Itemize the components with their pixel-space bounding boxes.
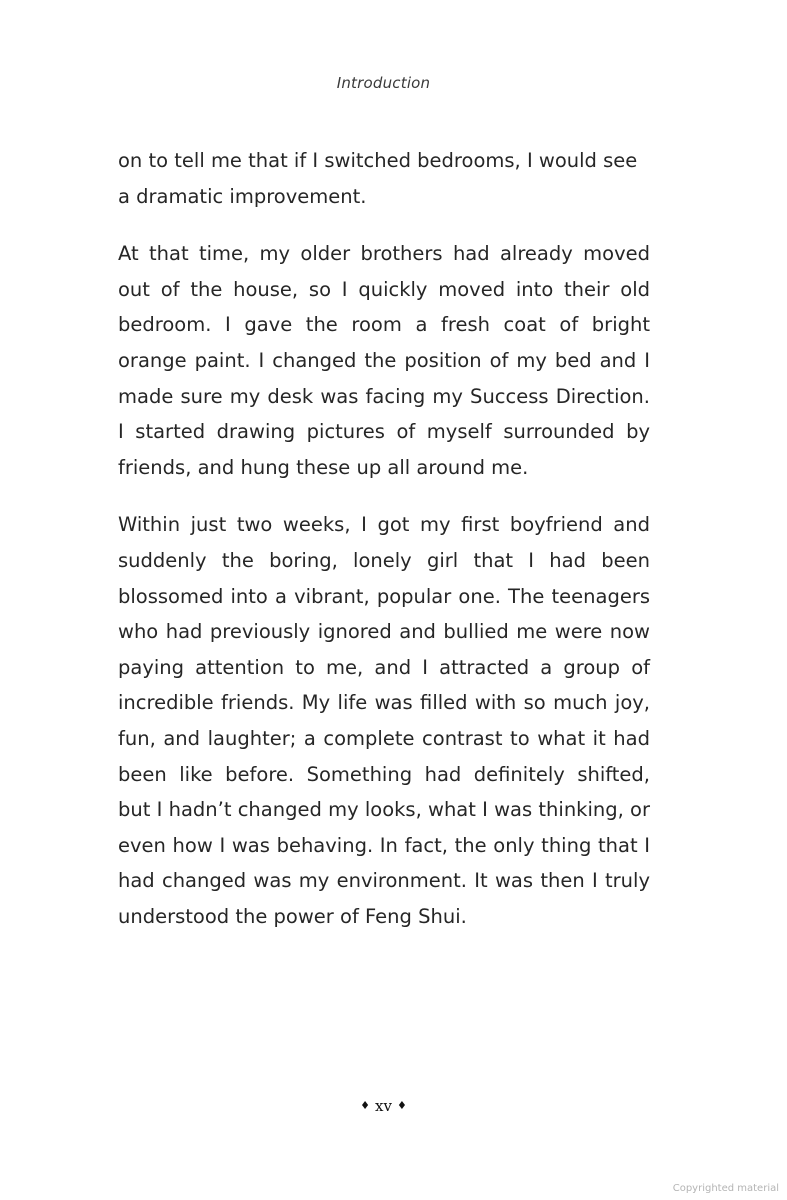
copyright-watermark: Copyrighted material xyxy=(672,1183,779,1194)
page-footer xyxy=(0,1097,767,1115)
paragraph: on to tell me that if I switched bedrooms, I would see a dramatic improvement. xyxy=(118,149,638,208)
diamond-ornament-icon: ♦ xyxy=(360,1099,371,1112)
body-text xyxy=(118,143,650,956)
page-number: xv xyxy=(375,1097,392,1115)
paragraph: At that time, my older brothers had already moved out of the house, so I quickly moved into their old bedroom. I gave the room a fresh coat of bright orange paint. I changed the position of my bed and I made sure my desk was facing my Success Direction. I started drawing pictures of myself surrounded by friends, and hung these up all around me. xyxy=(118,242,650,479)
running-header: Introduction xyxy=(336,74,431,92)
paragraph: Within just two weeks, I got my first boyfriend and suddenly the boring, lonely girl that I had been blossomed into a vibrant, popular one. The teenagers who had previously ignored and bullied me were now paying attention to me, and I attracted a group of incredible friends. My life was filled with so much joy, fun, and laughter; a complete contrast to what it had been like before. Something had definitely shifted, but I hadn’t changed my looks, what I was thinking, or even how I was behaving. In fact, the only thing that I had changed was my environment. It was then I truly understood the power of Feng Shui. xyxy=(118,513,650,928)
diamond-ornament-icon: ♦ xyxy=(396,1099,407,1112)
